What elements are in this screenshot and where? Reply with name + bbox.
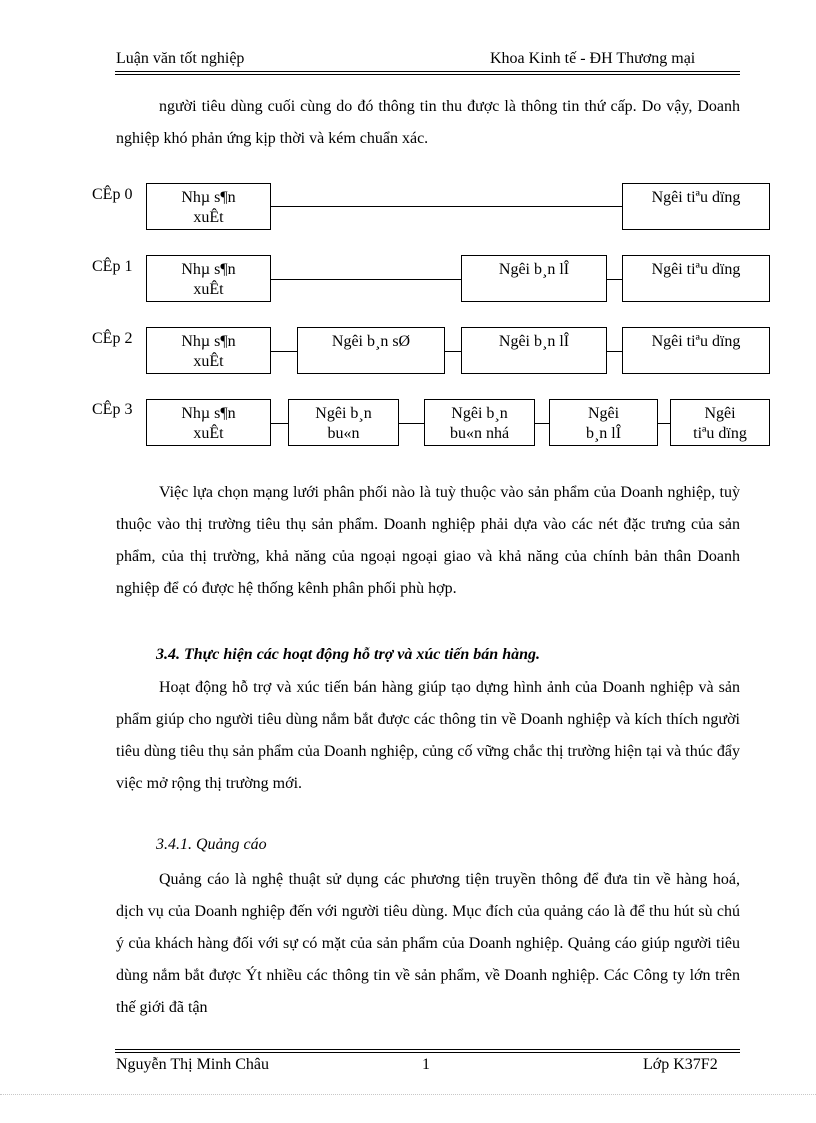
producer-box: Nhµ s¶n xuÊt (146, 183, 271, 230)
footer-rule (115, 1049, 740, 1050)
level-2-label: CÊp 2 (92, 330, 133, 347)
wholesaler-box: Ngêi b¸n sØ (297, 327, 445, 374)
retailer-box: Ngêi b¸n lÎ (549, 399, 658, 446)
paragraph-channel-choice: Việc lựa chọn mạng lưới phân phối nào là tuỳ thuộc vào sản phẩm của Doanh nghiệp, tuỳ thuộc vào thị trường tiêu thụ sản phẩm. Doanh nghiệp phải dựa vào các nét đặc trưng của sản phẩm, của thị trường, khả năng của ngoại ngoại giao và khả năng của chính bản thân Doanh nghiệp để có được hệ thống kênh phân phối phù hợp. (116, 484, 740, 597)
connector (535, 423, 549, 424)
paragraph-advertising: Quảng cáo là nghệ thuật sử dụng các phương tiện truyền thông để đưa tin về hàng hoá, dịch vụ của Doanh nghiệp đến với người tiêu dùng. Mục đích của quảng cáo là để thu hút sù chú ý của khách hàng đối với sự có mặt của sản phẩm của Doanh nghiệp. Quảng cáo giúp người tiêu dùng nắm bắt được Ýt nhiều các thông tin về sản phẩm, về Doanh nghiệp. Các Công ty lớn trên thế giới đã tận (116, 871, 740, 1016)
paragraph-promotion: Hoạt động hỗ trợ và xúc tiến bán hàng giúp tạo dựng hình ảnh của Doanh nghiệp và sản phẩm giúp cho người tiêu dùng nắm bắt được các thông tin về Doanh nghiệp và kích thích người tiêu dùng tiêu thụ sản phẩm của Doanh nghiệp, củng cố vững chắc thị trường hiện tại và thúc đẩy việc mở rộng thị trường mới. (116, 679, 740, 792)
connector (271, 206, 622, 207)
level-0-label: CÊp 0 (92, 186, 133, 203)
connector (399, 423, 424, 424)
connector (607, 279, 622, 280)
paragraph-intro: người tiêu dùng cuối cùng do đó thông tin thu được là thông tin thứ cấp. Do vậy, Doanh nghiệp khó phản ứng kịp thời và kém chuẩn xác. (116, 98, 740, 147)
producer-box: Nhµ s¶n xuÊt (146, 255, 271, 302)
connector (607, 351, 622, 352)
producer-box: Nhµ s¶n xuÊt (146, 327, 271, 374)
retailer-box: Ngêi b¸n lÎ (461, 327, 607, 374)
consumer-box: Ngêi tiªu dïng (670, 399, 770, 446)
header-rule (115, 71, 740, 72)
level-3-label: CÊp 3 (92, 401, 133, 418)
connector (271, 279, 461, 280)
header-title-right: Khoa Kinh tế - ĐH Thương mại (490, 50, 696, 67)
page-break-divider (0, 1094, 816, 1095)
small-broker-box: Ngêi b¸n bu«n nhá (424, 399, 535, 446)
consumer-box: Ngêi tiªu dïng (622, 255, 770, 302)
footer-class: Lớp K37F2 (643, 1056, 718, 1073)
footer-author: Nguyễn Thị Minh Châu (116, 1056, 270, 1073)
connector (271, 351, 297, 352)
footer-rule-secondary (115, 1052, 740, 1053)
connector (658, 423, 670, 424)
retailer-box: Ngêi b¸n lÎ (461, 255, 607, 302)
level-1-label: CÊp 1 (92, 258, 133, 275)
header-title-left: Luận văn tốt nghiệp (116, 50, 245, 67)
producer-box: Nhµ s¶n xuÊt (146, 399, 271, 446)
connector (445, 351, 461, 352)
connector (271, 423, 288, 424)
section-heading-3-4-1: 3.4.1. Quảng cáo (156, 836, 267, 853)
page-number: 1 (422, 1056, 430, 1073)
consumer-box: Ngêi tiªu dïng (622, 183, 770, 230)
section-heading-3-4: 3.4. Thực hiện các hoạt động hỗ trợ và xúc tiến bán hàng. (156, 646, 540, 663)
consumer-box: Ngêi tiªu dïng (622, 327, 770, 374)
broker-box: Ngêi b¸n bu«n (288, 399, 399, 446)
header-rule-secondary (115, 74, 740, 75)
